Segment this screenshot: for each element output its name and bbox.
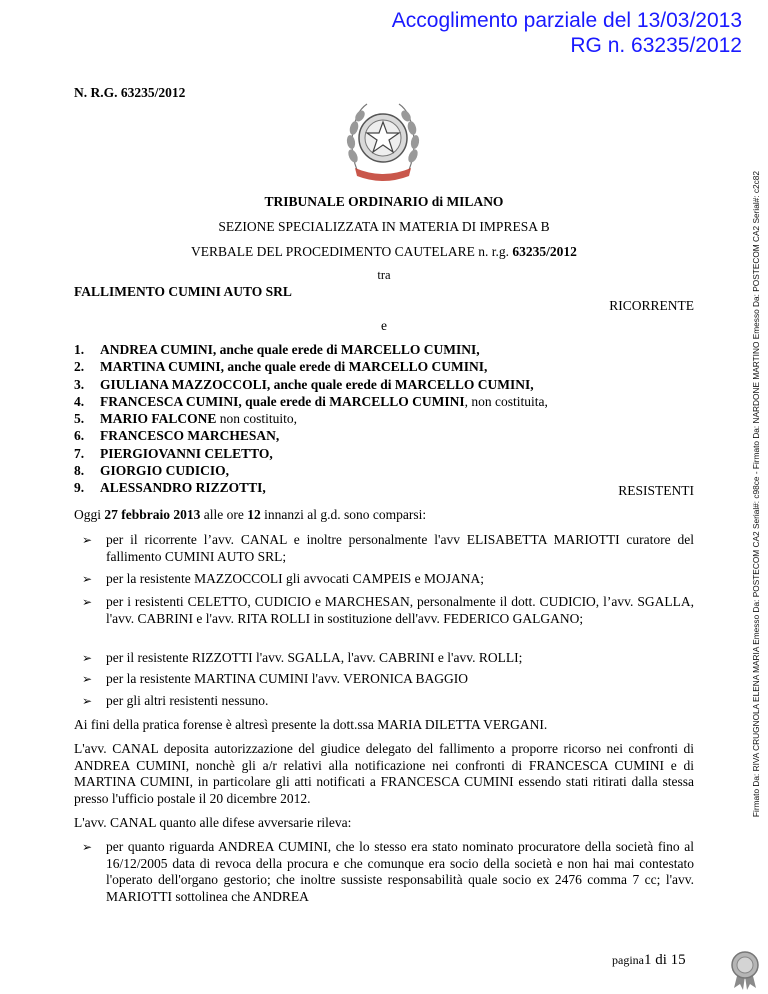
pratica-paragraph: Ai fini della pratica forense è altresì presente la dott.ssa MARIA DILETTA VERGANI.	[74, 717, 548, 732]
arrow-bullet-icon: ➢	[82, 694, 93, 708]
plaintiff-name: FALLIMENTO CUMINI AUTO SRL	[74, 284, 292, 299]
canal-paragraph: L'avv. CANAL deposita autorizzazione del giudice delegato del fallimento a proporre ricorso nei confronti di ANDREA CUMINI, nonchè gli a/r relativi alla notificazione nei confronti di FRANCESCA CUMINI e di MARTINA CUMINI, in particolare gli atti notificati a FRANCESCA CUMINI essendo stati ritirati dalla stessa presso l'ufficio postale il 20 dicembre 2012.	[74, 741, 694, 806]
rg-number: N. R.G. 63235/2012	[74, 85, 186, 100]
e-label: e	[381, 318, 387, 333]
list-item: ➢ per la resistente MAZZOCCOLI gli avvocati CAMPEIS e MOJANA;	[82, 571, 484, 586]
list-item: 1. ANDREA CUMINI, anche quale erede di MARCELLO CUMINI,	[74, 342, 480, 357]
court-title: TRIBUNALE ORDINARIO di MILANO	[264, 194, 504, 209]
verbale-prefix: VERBALE DEL PROCEDIMENTO CAUTELARE n. r.g.	[191, 244, 513, 259]
section-title: SEZIONE SPECIALIZZATA IN MATERIA DI IMPRESA B	[218, 219, 550, 234]
defendants-list	[74, 341, 548, 497]
digital-signature-strip: Firmato Da: RIVA CRUGNOLA ELENA MARIA Emesso Da: POSTECOM CA2 Serial#: c98ce - Firmato Da: NARDONE MARTINO Emesso Da: POSTECOM CA2 Serial#: c2c82	[751, 170, 761, 818]
verbale-title	[74, 244, 694, 260]
stamp-line-1: Accoglimento parziale del 13/03/2013	[391, 9, 742, 32]
stamp-line-2: RG n. 63235/2012	[570, 34, 742, 57]
verbale-number: 63235/2012	[512, 244, 577, 259]
arrow-bullet-icon: ➢	[82, 840, 93, 854]
hearing-hour: 12	[247, 507, 261, 522]
list-item: ➢ per il resistente RIZZOTTI l'avv. SGALLA, l'avv. CABRINI e l'avv. ROLLI;	[82, 650, 523, 665]
list-item: ➢ per i resistenti CELETTO, CUDICIO e MARCHESAN, personalmente il dott. CUDICIO, l’avv. SGALLA, l'avv. CABRINI e l'avv. RITA ROLLI in sostituzione dell'avv. FEDERICO GALGANO;	[82, 594, 694, 626]
list-item: 4. FRANCESCA CUMINI, quale erede di MARCELLO CUMINI, non costituita,	[74, 393, 548, 409]
certification-seal-icon	[728, 950, 762, 990]
list-item: ➢ per il ricorrente l’avv. CANAL e inoltre personalmente l'avv ELISABETTA MARIOTTI curatore del fallimento CUMINI AUTO SRL;	[82, 532, 694, 564]
hearing-date: 27 febbraio 2013	[104, 507, 201, 522]
list-item: 3. GIULIANA MAZZOCCOLI, anche quale erede di MARCELLO CUMINI,	[74, 376, 534, 392]
ricorrente-label: RICORRENTE	[609, 298, 694, 313]
list-item: ➢ per gli altri resistenti nessuno.	[82, 693, 269, 708]
hearing-intro: Oggi 27 febbraio 2013 alle ore 12 innanzi al g.d. sono comparsi:	[74, 507, 427, 522]
arrow-bullet-icon: ➢	[82, 672, 93, 686]
arrow-bullet-icon: ➢	[82, 651, 93, 665]
arrow-bullet-icon: ➢	[82, 595, 93, 609]
list-item: 9. ALESSANDRO RIZZOTTI,	[74, 480, 266, 496]
arrow-bullet-icon: ➢	[82, 533, 93, 547]
page-number: pagina1 di 15	[612, 952, 686, 968]
list-item: 8. GIORGIO CUDICIO,	[74, 463, 230, 479]
list-item: ➢ per quanto riguarda ANDREA CUMINI, che lo stesso era stato nominato procuratore della società fino al 16/12/2005 data di revoca della procura e che comunque era socio della società e non hai mai contestato l'operato dell'organo gestorio; che inoltre sussiste responsabilità quale socio ex 2476 comma 7 cc; l'avv. MARIOTTI sottolinea che ANDREA	[82, 839, 694, 904]
tra-label: tra	[377, 268, 391, 282]
header-stamp	[392, 8, 742, 58]
rileva-paragraph: L'avv. CANAL quanto alle difese avversarie rileva:	[74, 815, 352, 830]
list-item: ➢ per la resistente MARTINA CUMINI l'avv. VERONICA BAGGIO	[82, 671, 468, 686]
list-item: 6. FRANCESCO MARCHESAN,	[74, 428, 280, 444]
list-item: 7. PIERGIOVANNI CELETTO,	[74, 445, 273, 461]
list-item: 2. MARTINA CUMINI, anche quale erede di MARCELLO CUMINI,	[74, 359, 488, 375]
arrow-bullet-icon: ➢	[82, 572, 93, 586]
italian-emblem-icon	[343, 94, 423, 184]
resistenti-label: RESISTENTI	[618, 483, 694, 498]
list-item: 5. MARIO FALCONE non costituito,	[74, 411, 297, 427]
